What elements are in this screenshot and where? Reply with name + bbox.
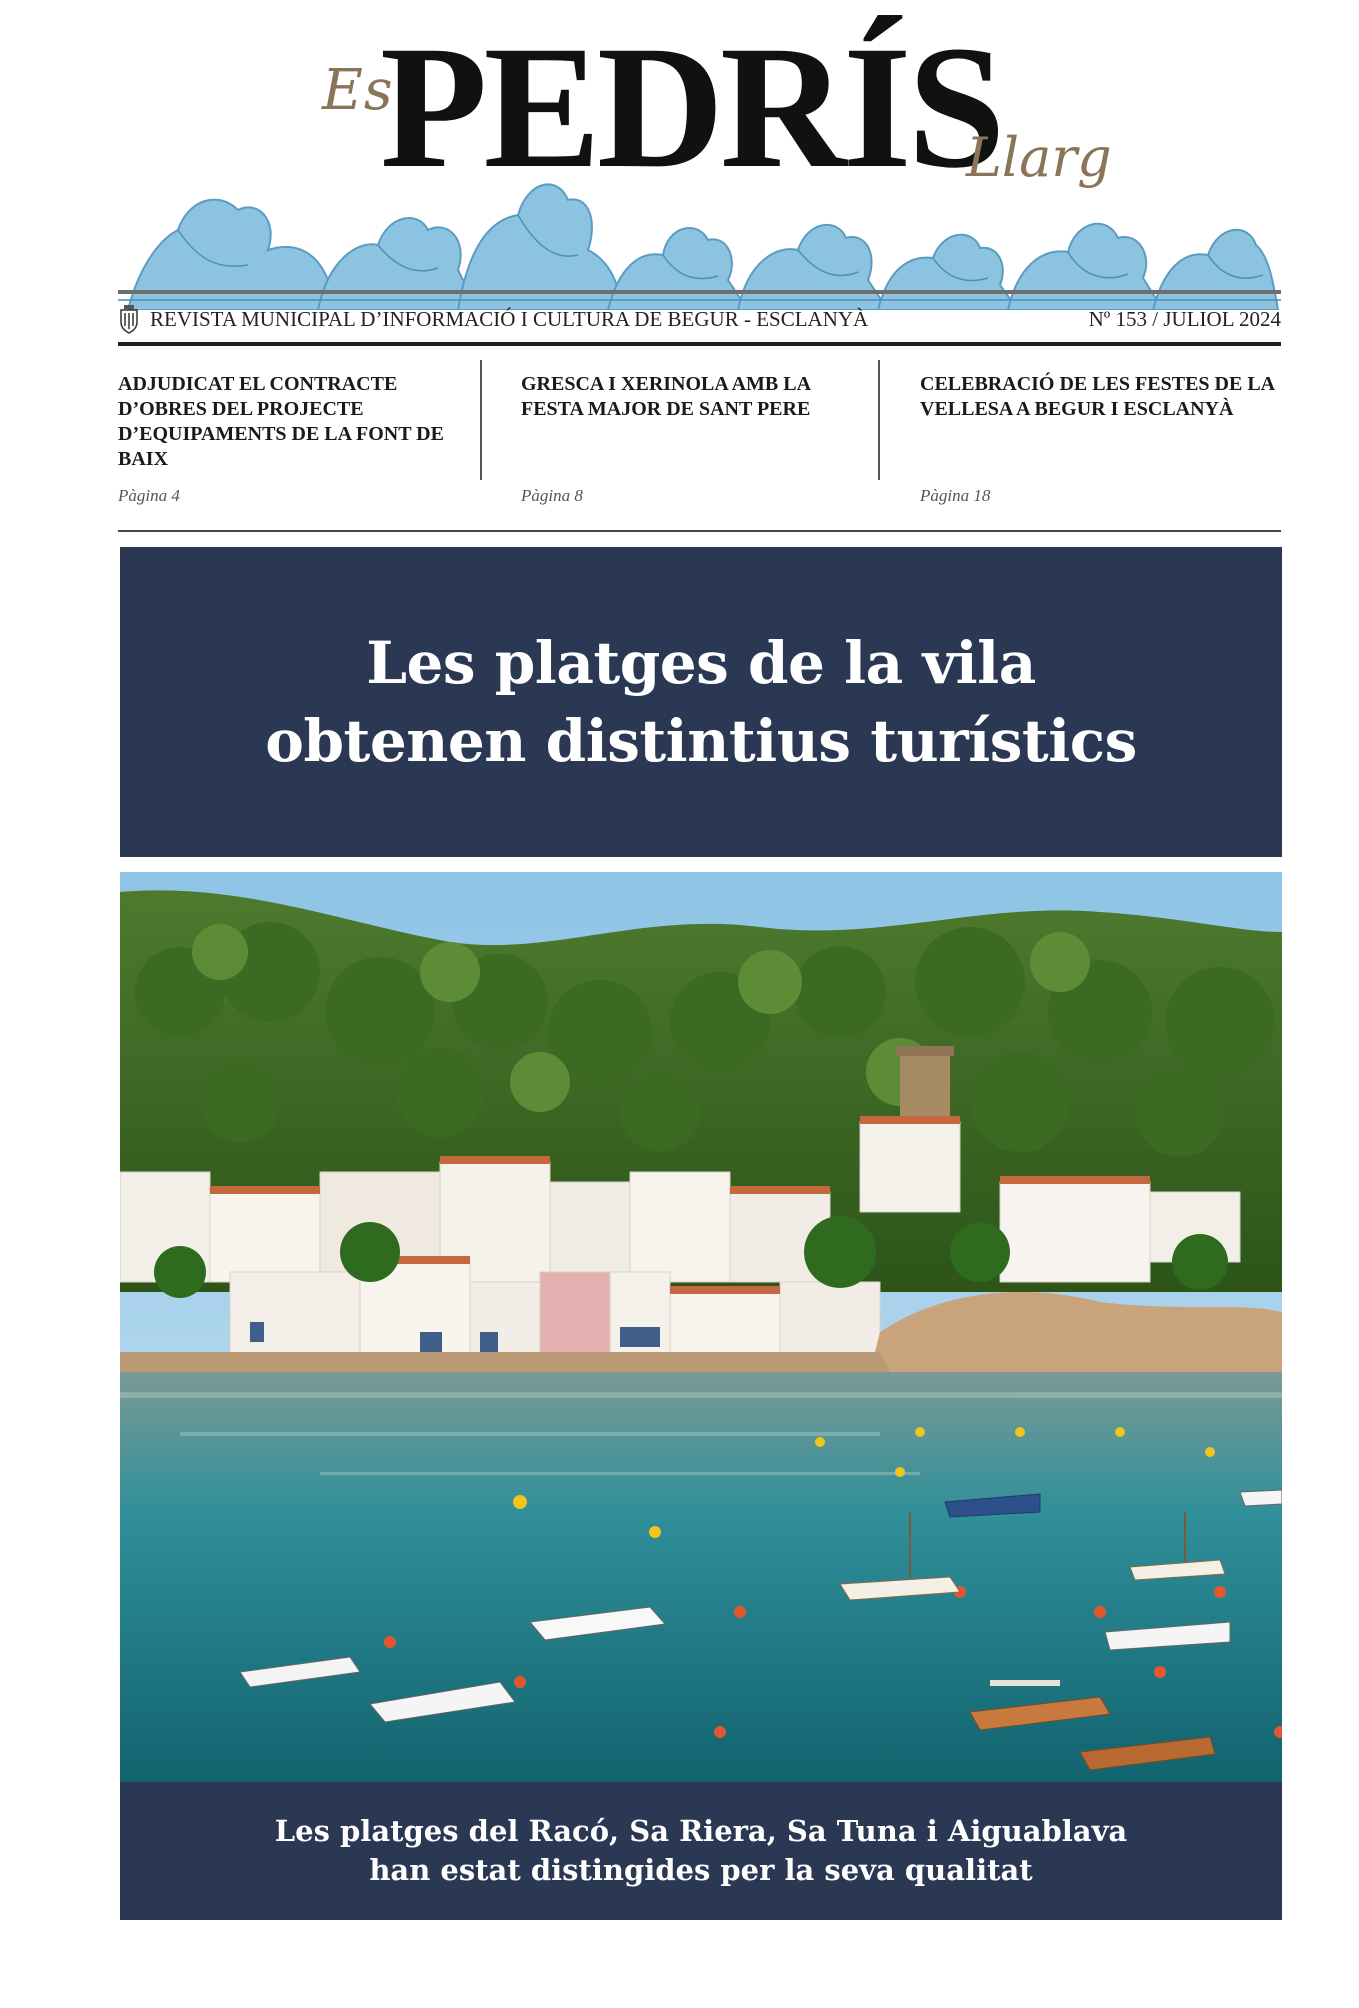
headline-line-1: Les platges de la vila [366, 629, 1036, 697]
caption-box [120, 1782, 1282, 1920]
teaser-title[interactable]: CELEBRACIÓ DE LES FESTES DE LA VELLESA A BEGUR I ESCLANYÀ [920, 373, 1275, 420]
teasers [118, 372, 1281, 512]
teaser-page: Pàgina 8 [521, 486, 583, 505]
teaser-divider [480, 360, 482, 480]
masthead-rule-top [118, 290, 1281, 294]
teaser-1[interactable] [118, 372, 463, 505]
info-left [118, 304, 868, 334]
teaser-page: Pàgina 18 [920, 486, 991, 505]
masthead-rule-bottom [118, 342, 1281, 346]
logo-es: Es [322, 58, 394, 123]
headline-box [120, 547, 1282, 857]
crest-icon [118, 304, 140, 334]
logo-llarg: Llarg [966, 126, 1112, 189]
caption-line-1: Les platges del Racó, Sa Riera, Sa Tuna i Aiguablava [274, 1814, 1128, 1848]
issue-number: Nº 153 / JULIOL 2024 [1088, 306, 1281, 331]
logo-title: PEDRÍS [380, 10, 1002, 205]
cove-illustration [120, 872, 1282, 1782]
teaser-title[interactable]: ADJUDICAT EL CONTRACTE D’OBRES DEL PROJECTE D’EQUIPAMENTS DE LA FONT DE BAIX [118, 373, 444, 470]
teasers-rule [118, 530, 1281, 532]
cover-photo [120, 872, 1282, 1782]
teaser-title[interactable]: GRESCA I XERINOLA AMB LA FESTA MAJOR DE SANT PERE [521, 373, 811, 420]
info-bar [118, 296, 1281, 342]
photo-caption [275, 1812, 1127, 1890]
main-headline [251, 624, 1151, 780]
teaser-3[interactable] [920, 372, 1281, 505]
magazine-subtitle: REVISTA MUNICIPAL D’INFORMACIÓ I CULTURA DE BEGUR - ESCLANYÀ [150, 306, 869, 331]
headline-line-2: obtenen distintius turístics [265, 707, 1137, 775]
masthead [118, 10, 1281, 292]
teaser-divider [878, 360, 880, 480]
teaser-2[interactable] [521, 372, 851, 505]
teaser-page: Pàgina 4 [118, 486, 180, 505]
caption-line-2: han estat distingides per la seva qualitat [369, 1853, 1033, 1887]
